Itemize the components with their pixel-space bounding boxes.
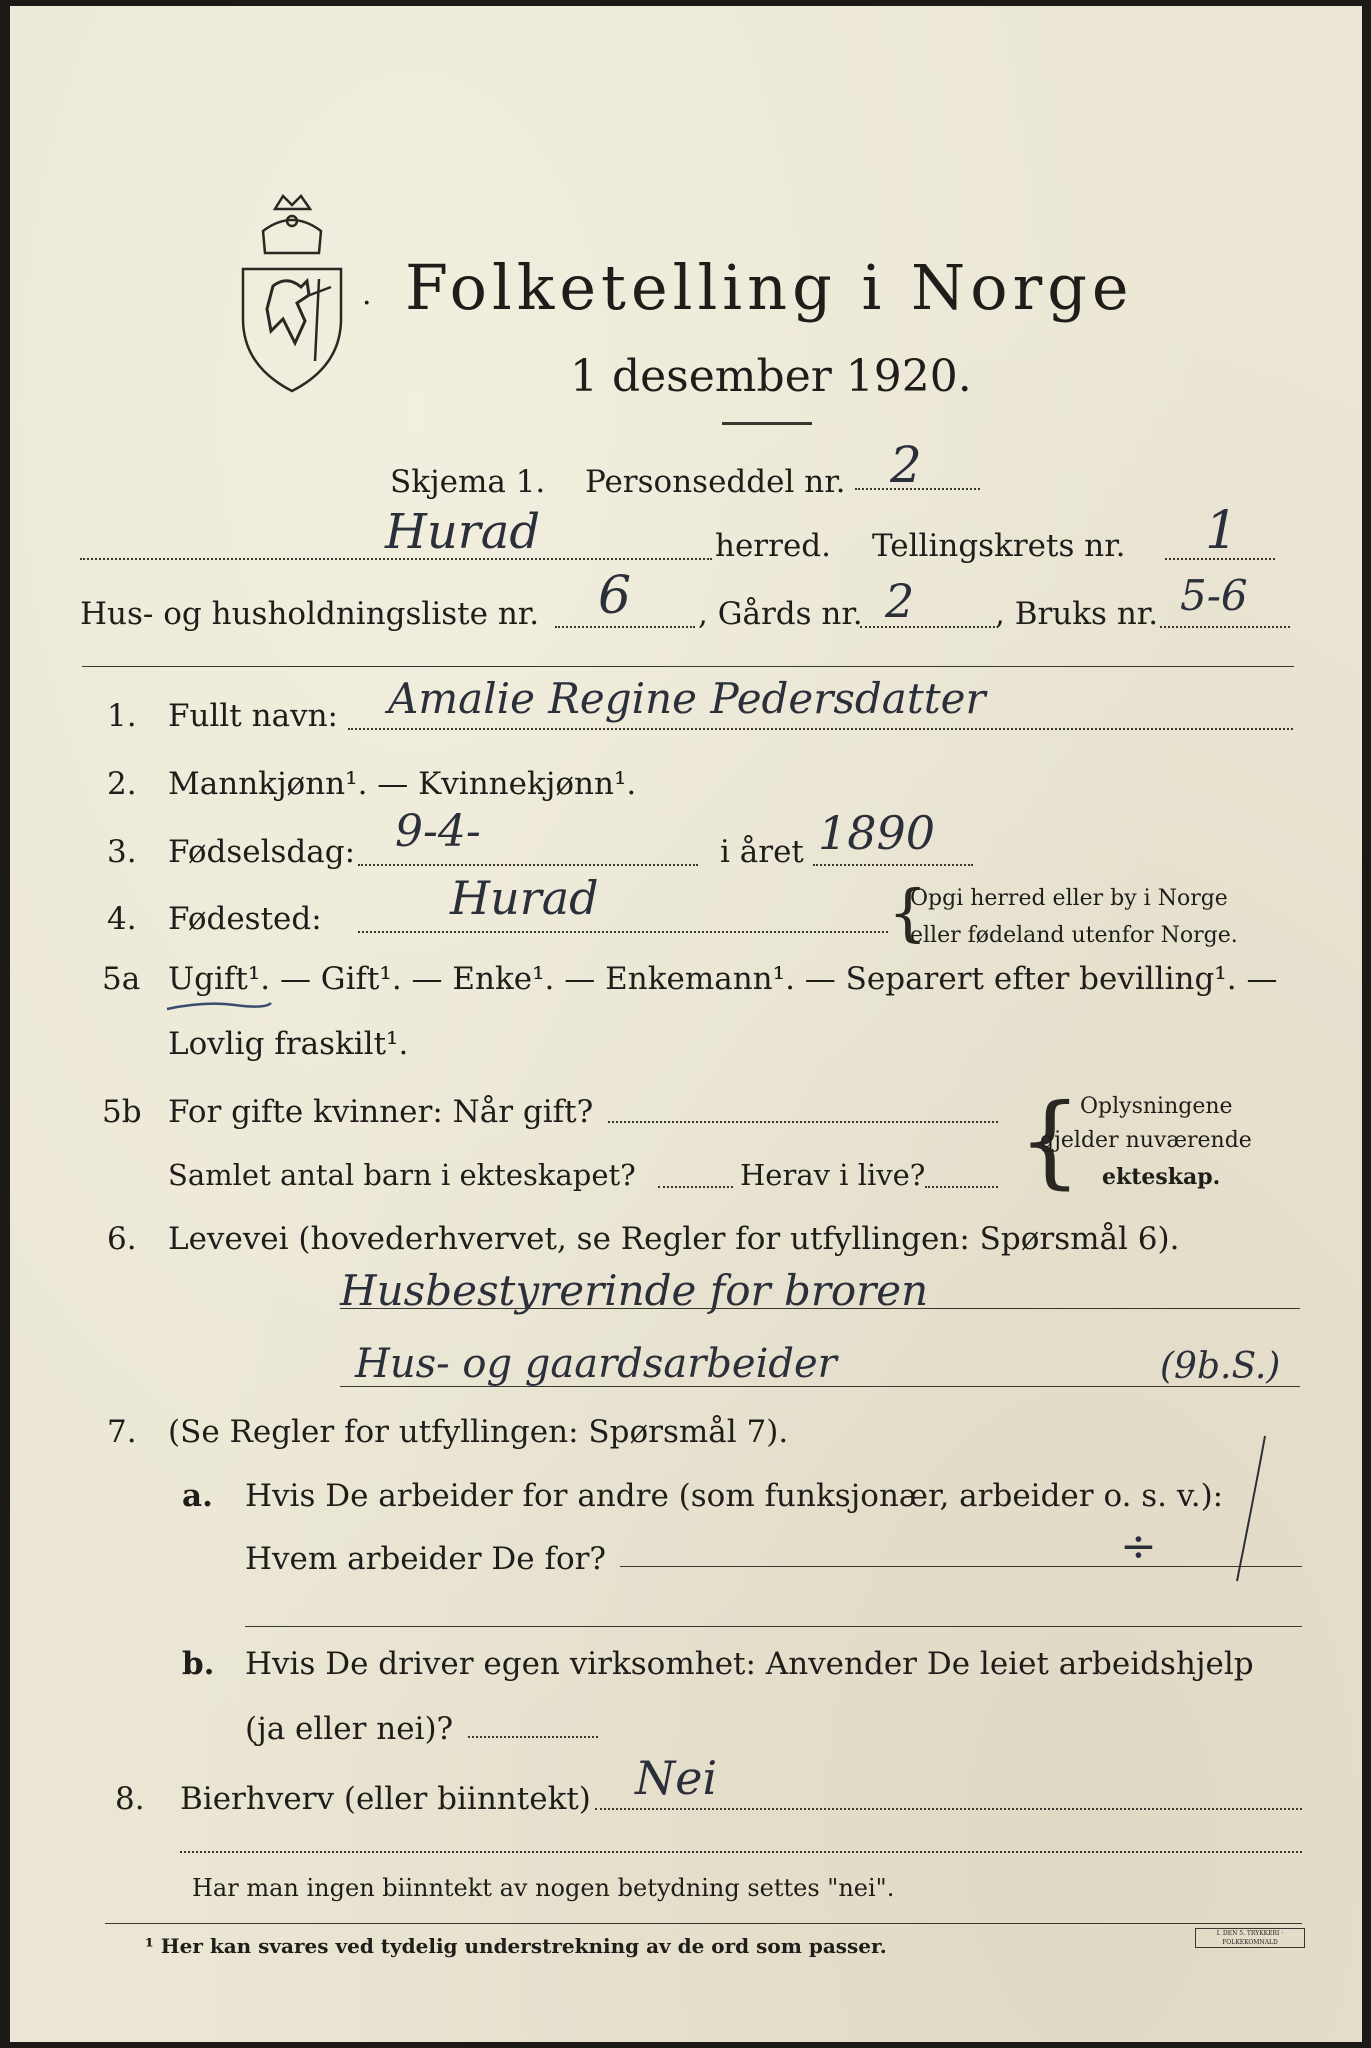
gards-label: , Gårds nr. xyxy=(698,596,863,632)
q8-note: Har man ingen biinntekt av nogen betydning settes "nei". xyxy=(192,1874,895,1902)
q6-line1 xyxy=(340,1308,1300,1309)
q1-answer[interactable]: Amalie Regine Pedersdatter xyxy=(388,674,986,723)
gards-value[interactable]: 2 xyxy=(885,574,915,628)
personseddel-label: Personseddel nr. xyxy=(585,464,846,500)
q6-answer-line2[interactable]: Hus- og gaardsarbeider xyxy=(355,1341,837,1387)
q7a-letter: a. xyxy=(182,1478,213,1514)
footnote: ¹ Her kan svares ved tydelig understrekning av de ord som passer. xyxy=(145,1934,887,1958)
q4-line xyxy=(358,931,888,933)
title-divider xyxy=(722,422,812,425)
q5b-note-line1: Oplysningene xyxy=(1080,1094,1233,1119)
q7a-dash-mark xyxy=(1225,1431,1275,1591)
q5b-alive-line xyxy=(925,1186,998,1188)
q6-answer-line1[interactable]: Husbestyrerinde for broren xyxy=(340,1266,929,1315)
q4-answer[interactable]: Hurad xyxy=(450,871,599,925)
section-divider xyxy=(82,666,1294,667)
husliste-line xyxy=(555,626,695,628)
personseddel-value[interactable]: 2 xyxy=(890,436,922,494)
bruks-line xyxy=(1160,626,1290,628)
q4-note-line1: Opgi herred eller by i Norge xyxy=(910,886,1228,911)
q3-year-line xyxy=(813,864,973,866)
q5a-options-line2[interactable]: Lovlig fraskilt¹. xyxy=(168,1026,409,1062)
q8-label: Bierhverv (eller biinntekt) xyxy=(180,1781,591,1817)
gards-line xyxy=(860,626,995,628)
q6-line2 xyxy=(340,1386,1300,1387)
husliste-label: Hus- og husholdningsliste nr. xyxy=(80,596,540,632)
q6-number: 6. xyxy=(107,1221,137,1257)
q3-year-answer[interactable]: 1890 xyxy=(818,806,936,860)
q2-options[interactable]: Mannkjønn¹. — Kvinnekjønn¹. xyxy=(168,766,637,802)
q7a-text: Hvis De arbeider for andre (som funksjonær, arbeider o. s. v.): xyxy=(245,1478,1224,1514)
q3-day-answer[interactable]: 9-4- xyxy=(395,806,481,857)
q7a-line xyxy=(620,1566,1302,1567)
q7a-answer[interactable]: ÷ xyxy=(1120,1521,1157,1572)
q7-label: (Se Regler for utfyllingen: Spørsmål 7). xyxy=(168,1414,789,1450)
norway-coat-of-arms-icon xyxy=(235,191,350,396)
q5a-options[interactable]: Ugift¹. — Gift¹. — Enke¹. — Enkemann¹. — Separert efter bevilling¹. — xyxy=(168,961,1278,997)
q5b-note-brace: { xyxy=(1018,1082,1082,1199)
census-form-page xyxy=(10,6,1362,2042)
q8-number: 8. xyxy=(115,1781,145,1817)
husliste-value[interactable]: 6 xyxy=(598,566,632,626)
q5b-label-children: Samlet antal barn i ekteskapet? xyxy=(168,1158,636,1192)
form-date: 1 desember 1920. xyxy=(570,351,972,402)
q7b-line xyxy=(468,1736,598,1738)
q1-number: 1. xyxy=(107,698,137,734)
q3-label: Fødselsdag: xyxy=(168,834,356,870)
q1-line xyxy=(348,728,1293,730)
q6-answer-note[interactable]: (9b.S.) xyxy=(1160,1346,1281,1387)
q7b-text2: (ja eller nei)? xyxy=(245,1711,454,1747)
bruks-label: , Bruks nr. xyxy=(995,596,1159,632)
herred-line xyxy=(80,558,712,560)
q8-line2 xyxy=(180,1851,1302,1853)
q4-number: 4. xyxy=(107,901,137,937)
q1-label: Fullt navn: xyxy=(168,698,338,734)
q4-note-line2: eller fødeland utenfor Norge. xyxy=(910,923,1238,948)
q7b-text: Hvis De driver egen virksomhet: Anvender De leiet arbeidshjelp xyxy=(245,1646,1254,1682)
q5b-label-when-married: For gifte kvinner: Når gift? xyxy=(168,1094,594,1130)
q7b-letter: b. xyxy=(182,1646,215,1682)
q5b-when-line xyxy=(608,1121,998,1123)
ugift-underline-mark xyxy=(165,998,275,1012)
printer-mark: I. DEN 5. TRYKKERI · FOLKEKOMNALD xyxy=(1195,1928,1305,1948)
bruks-value[interactable]: 5-6 xyxy=(1180,571,1248,620)
q2-number: 2. xyxy=(107,766,137,802)
q8-line xyxy=(595,1808,1302,1810)
footer-divider xyxy=(105,1923,1302,1924)
q7-number: 7. xyxy=(107,1414,137,1450)
skjema-label: Skjema 1. xyxy=(390,464,546,500)
q6-label: Levevei (hovederhvervet, se Regler for utfyllingen: Spørsmål 6). xyxy=(168,1221,1180,1257)
q3-day-line xyxy=(358,864,698,866)
q7a-text2: Hvem arbeider De for? xyxy=(245,1541,607,1577)
herred-label: herred. xyxy=(715,528,831,564)
q3-number: 3. xyxy=(107,834,137,870)
q5b-note-line2: gjelder nuværende xyxy=(1040,1128,1252,1153)
q5b-label-alive: Herav i live? xyxy=(740,1158,926,1192)
q4-note-brace: { xyxy=(888,876,928,949)
q5b-note-line3: ekteskap. xyxy=(1102,1164,1221,1190)
q5b-number: 5b xyxy=(102,1094,142,1130)
q5a-number: 5a xyxy=(102,961,141,997)
q4-label: Fødested: xyxy=(168,901,322,937)
tellingskrets-value[interactable]: 1 xyxy=(1205,501,1239,561)
q3-year-label: i året xyxy=(720,834,804,870)
herred-value[interactable]: Hurad xyxy=(385,504,541,560)
q8-answer[interactable]: Nei xyxy=(635,1751,718,1805)
form-title: Folketelling i Norge xyxy=(405,251,1134,324)
title-dot: · xyxy=(362,286,372,321)
q7a-line2 xyxy=(245,1626,1302,1627)
tellingskrets-label: Tellingskrets nr. xyxy=(872,528,1126,564)
q5b-children-line xyxy=(658,1186,733,1188)
